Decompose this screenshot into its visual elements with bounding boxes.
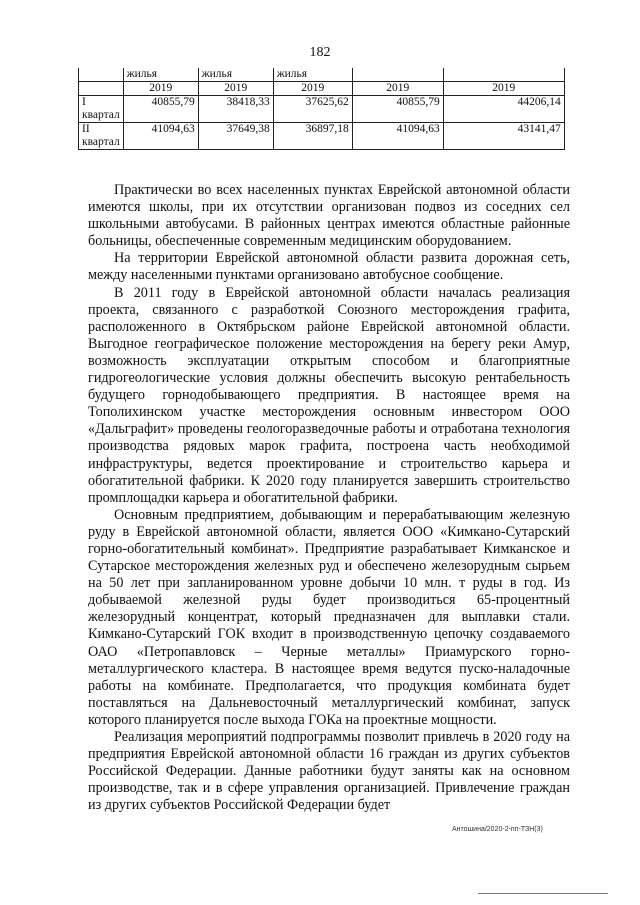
table-header-cell [79,68,124,82]
table-cell: 36897,18 [273,123,352,150]
table-cell: 37625,62 [273,96,352,123]
table-row [79,123,565,150]
table-cell: 41094,63 [123,123,198,150]
table-cell: 37649,38 [198,123,273,150]
table-cell: 40855,79 [352,96,443,123]
paragraph-subprogram: Реализация мероприятий подпрограммы позволит привлечь в 2020 году на предприятия Еврейской автономной области 16 граждан из других субъектов Российской Федерации. Данные работники будут заняты как на основном производстве, так и в сфере управления организацией. Привлечение граждан из других субъектов Российской Федерации будет [88,729,570,814]
paragraph-schools: Практически во всех населенных пунктах Еврейской автономной области имеются школы, при их отсутствии организован подвоз из соседних сел школьными автобусами. В районных центрах имеются областные районные больницы, обеспеченные современным медицинским оборудованием. [88,182,570,250]
table-year-cell: 2019 [198,82,273,96]
table-header-cell: жилья [123,68,198,82]
footer-divider [478,893,608,894]
footer-code: Антошина/2020-2-пп-ТЗН(3) [452,826,543,833]
table-header-row [79,68,565,82]
table-year-cell: 2019 [443,82,564,96]
paragraph-iron-ore: Основным предприятием, добывающим и перерабатывающим железную руду в Еврейской автономной области, является ООО «Кимкано-Сутарский горно-обогатительный комбинат». Предприятие разрабатывает Кимканское и Сутарское месторождения железных руд и обеспечено железорудным сырьем на 50 лет при запланированном уровне добычи 10 млн. т руды в год. Из добываемой железной руды будет производиться 65-процентный железорудный концентрат, который предназначен для выплавки стали. Кимкано-Сутарский ГОК входит в производственную цепочку создаваемого ОАО «Петропавловск – Черные металлы» Приамурского горно-металлургического кластера. В настоящее время ведутся пуско-наладочные работы на комбинате. Предполагается, что продукция комбината будет поставляться на Дальневосточный металлургический комбинат, запуск которого планируется после выхода ГОКа на проектные мощности. [88,506,570,728]
table-year-cell: 2019 [352,82,443,96]
table-header-cell [352,68,443,82]
table-year-cell [79,82,124,96]
page-number: 182 [309,45,331,60]
price-table [78,68,565,150]
table-row [79,96,565,123]
table-cell: 43141,47 [443,123,564,150]
body-text [88,182,570,814]
paragraph-roads: На территории Еврейской автономной области развита дорожная сеть, между населенными пунктами организовано автобусное сообщение. [88,250,570,284]
table-header-cell: жилья [273,68,352,82]
table-year-row [79,82,565,96]
table-header-cell: жилья [198,68,273,82]
table-cell: 41094,63 [352,123,443,150]
table-header-cell [443,68,564,82]
table-year-cell: 2019 [273,82,352,96]
table-row-label: I квартал [79,96,124,123]
table-row-label: II квартал [79,123,124,150]
table-cell: 44206,14 [443,96,564,123]
paragraph-graphite: В 2011 году в Еврейской автономной области началась реализация проекта, связанного с разработкой Союзного месторождения графита, расположенного в Октябрьском районе Еврейской автономной области. Выгодное географическое положение месторождения на берегу реки Амур, возможность эксплуатации открытым способом и благоприятные гидрогеологические условия должны обеспечить высокую рентабельность будущего горнодобывающего предприятия. В настоящее время на Тополихинском участке месторождения основным инвестором ООО «Дальграфит» проведены геологоразведочные работы и отработана технология производства рядовых марок графита, построена часть необходимой инфраструктуры, ведется проектирование и строительство карьера и обогатительной фабрики. К 2020 году планируется завершить строительство промплощадки карьера и обогатительной фабрики. [88,284,570,506]
table-cell: 38418,33 [198,96,273,123]
table-cell: 40855,79 [123,96,198,123]
table-year-cell: 2019 [123,82,198,96]
